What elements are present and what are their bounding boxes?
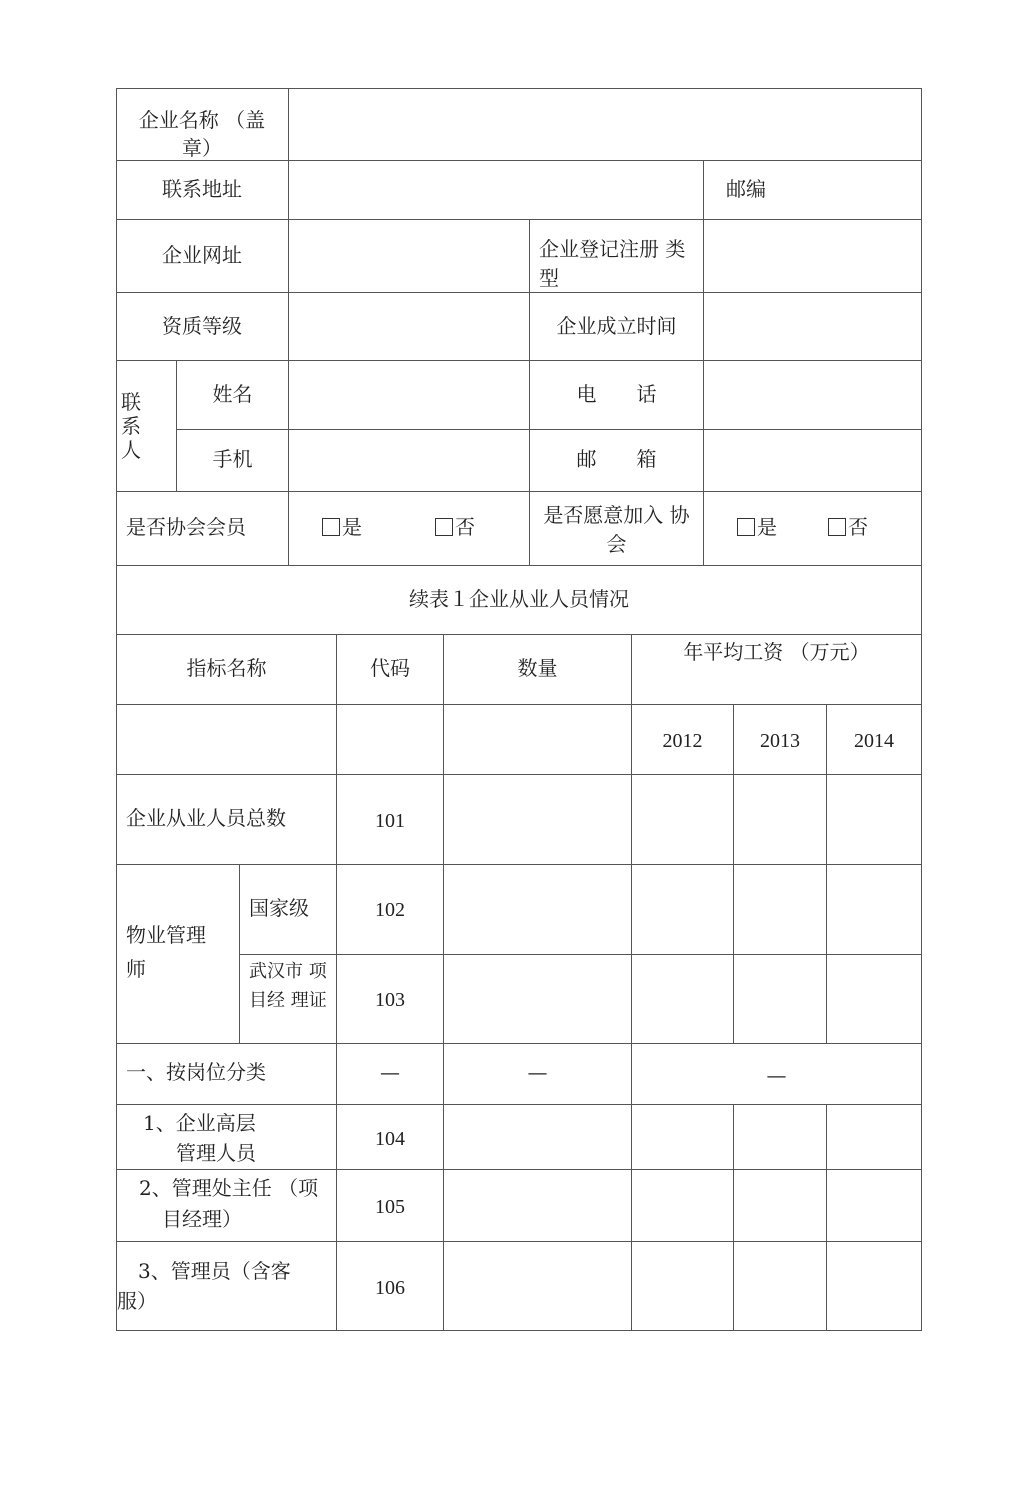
row-code: 101 xyxy=(375,810,405,832)
rule xyxy=(239,864,240,1044)
rule xyxy=(826,1104,827,1331)
row-code: 106 xyxy=(375,1277,405,1299)
join-label-cont: 会 xyxy=(606,532,627,556)
row-label-senior-cont: 管理人员 xyxy=(176,1141,256,1165)
row-label-category: 一、按岗位分类 xyxy=(126,1060,266,1084)
rule xyxy=(116,565,922,566)
join-yes-label: 是 xyxy=(757,515,777,539)
rule xyxy=(116,864,922,865)
row-code: 103 xyxy=(375,989,405,1011)
row-label-clerk-cont: 服） xyxy=(117,1289,157,1313)
row-label-director-cont: 目经理） xyxy=(162,1207,242,1231)
member-no-label: 否 xyxy=(455,515,475,539)
contact-group-char: 系 xyxy=(121,414,141,438)
rule xyxy=(826,704,827,1044)
year-header: 2012 xyxy=(662,730,703,752)
row-label-total: 企业从业人员总数 xyxy=(126,806,286,830)
mobile-label: 手机 xyxy=(212,447,253,471)
header-salary: 年平均工资 （万元） xyxy=(683,640,870,664)
row-label-pm: 物业管理 xyxy=(126,923,206,947)
checkbox-icon[interactable] xyxy=(435,518,453,536)
row-label-senior: 1、企业高层 xyxy=(143,1111,256,1135)
checkbox-icon[interactable] xyxy=(322,518,340,536)
reg-type-label: 企业登记注册 类 xyxy=(539,237,686,261)
phone-field[interactable] xyxy=(704,361,921,429)
reg-type-label-cont: 型 xyxy=(539,266,559,290)
rule xyxy=(733,1104,734,1331)
contact-name-field[interactable] xyxy=(289,361,529,429)
company-name-label: 企业名称 （盖 xyxy=(138,108,266,132)
row-code: 102 xyxy=(375,899,405,921)
rule xyxy=(116,1241,922,1242)
founded-label: 企业成立时间 xyxy=(556,314,677,338)
dash-cell: — xyxy=(766,1063,787,1087)
qualification-label: 资质等级 xyxy=(162,314,242,338)
table-title: 续表１企业从业人员情况 xyxy=(409,587,629,611)
row-label-clerk: 3、管理员（含客 xyxy=(138,1259,291,1283)
rule xyxy=(443,634,444,1331)
join-yes-option[interactable] xyxy=(737,513,777,541)
website-field[interactable] xyxy=(289,220,529,292)
mobile-field[interactable] xyxy=(289,430,529,491)
rule xyxy=(116,88,117,1331)
row-code: 104 xyxy=(375,1128,405,1150)
address-label: 联系地址 xyxy=(162,177,242,201)
qualification-field[interactable] xyxy=(289,293,529,360)
row-code: 105 xyxy=(375,1196,405,1218)
rule xyxy=(116,704,922,705)
row-label-wuhan-cont: 目经 理证 xyxy=(249,990,327,1011)
contact-group-char: 人 xyxy=(121,438,141,462)
website-label: 企业网址 xyxy=(162,243,242,267)
row-label-pm-cont: 师 xyxy=(126,957,146,981)
rule xyxy=(116,774,922,775)
address-field[interactable] xyxy=(289,161,703,219)
founded-field[interactable] xyxy=(704,293,921,360)
rule xyxy=(239,954,922,955)
checkbox-icon[interactable] xyxy=(828,518,846,536)
row-label-director: 2、管理处主任 （项 xyxy=(139,1176,319,1200)
contact-group-char: 联 xyxy=(121,390,141,414)
member-yes-option[interactable] xyxy=(322,513,362,541)
year-header: 2014 xyxy=(854,730,894,752)
rule xyxy=(116,491,922,492)
rule xyxy=(116,1169,922,1170)
email-field[interactable] xyxy=(704,430,921,491)
member-no-option[interactable] xyxy=(435,513,475,541)
checkbox-icon[interactable] xyxy=(737,518,755,536)
row-label-wuhan: 武汉市 项 xyxy=(249,961,327,982)
header-code: 代码 xyxy=(370,656,410,680)
join-no-option[interactable] xyxy=(828,513,868,541)
dash-cell: — xyxy=(527,1060,548,1084)
rule xyxy=(116,634,922,635)
rule xyxy=(116,1043,922,1044)
rule xyxy=(921,88,922,1331)
header-indicator: 指标名称 xyxy=(186,656,267,680)
rule xyxy=(733,704,734,1044)
join-no-label: 否 xyxy=(848,515,868,539)
reg-type-field[interactable] xyxy=(704,220,921,292)
company-name-field[interactable] xyxy=(289,89,921,160)
postcode-label: 邮编 xyxy=(726,177,766,201)
join-label: 是否愿意加入 协 xyxy=(543,503,690,527)
dash-cell: — xyxy=(380,1060,400,1084)
company-name-label-cont: 章） xyxy=(182,136,222,160)
year-header: 2013 xyxy=(760,730,800,752)
contact-name-label: 姓名 xyxy=(212,382,253,406)
rule xyxy=(116,1104,922,1105)
rule xyxy=(336,634,337,1331)
header-quantity: 数量 xyxy=(517,656,558,680)
email-label: 邮 箱 xyxy=(576,447,657,471)
phone-label: 电 话 xyxy=(576,382,657,406)
member-yes-label: 是 xyxy=(342,515,362,539)
row-label-national: 国家级 xyxy=(249,896,309,920)
rule xyxy=(116,1330,922,1331)
member-label: 是否协会会员 xyxy=(126,515,246,539)
